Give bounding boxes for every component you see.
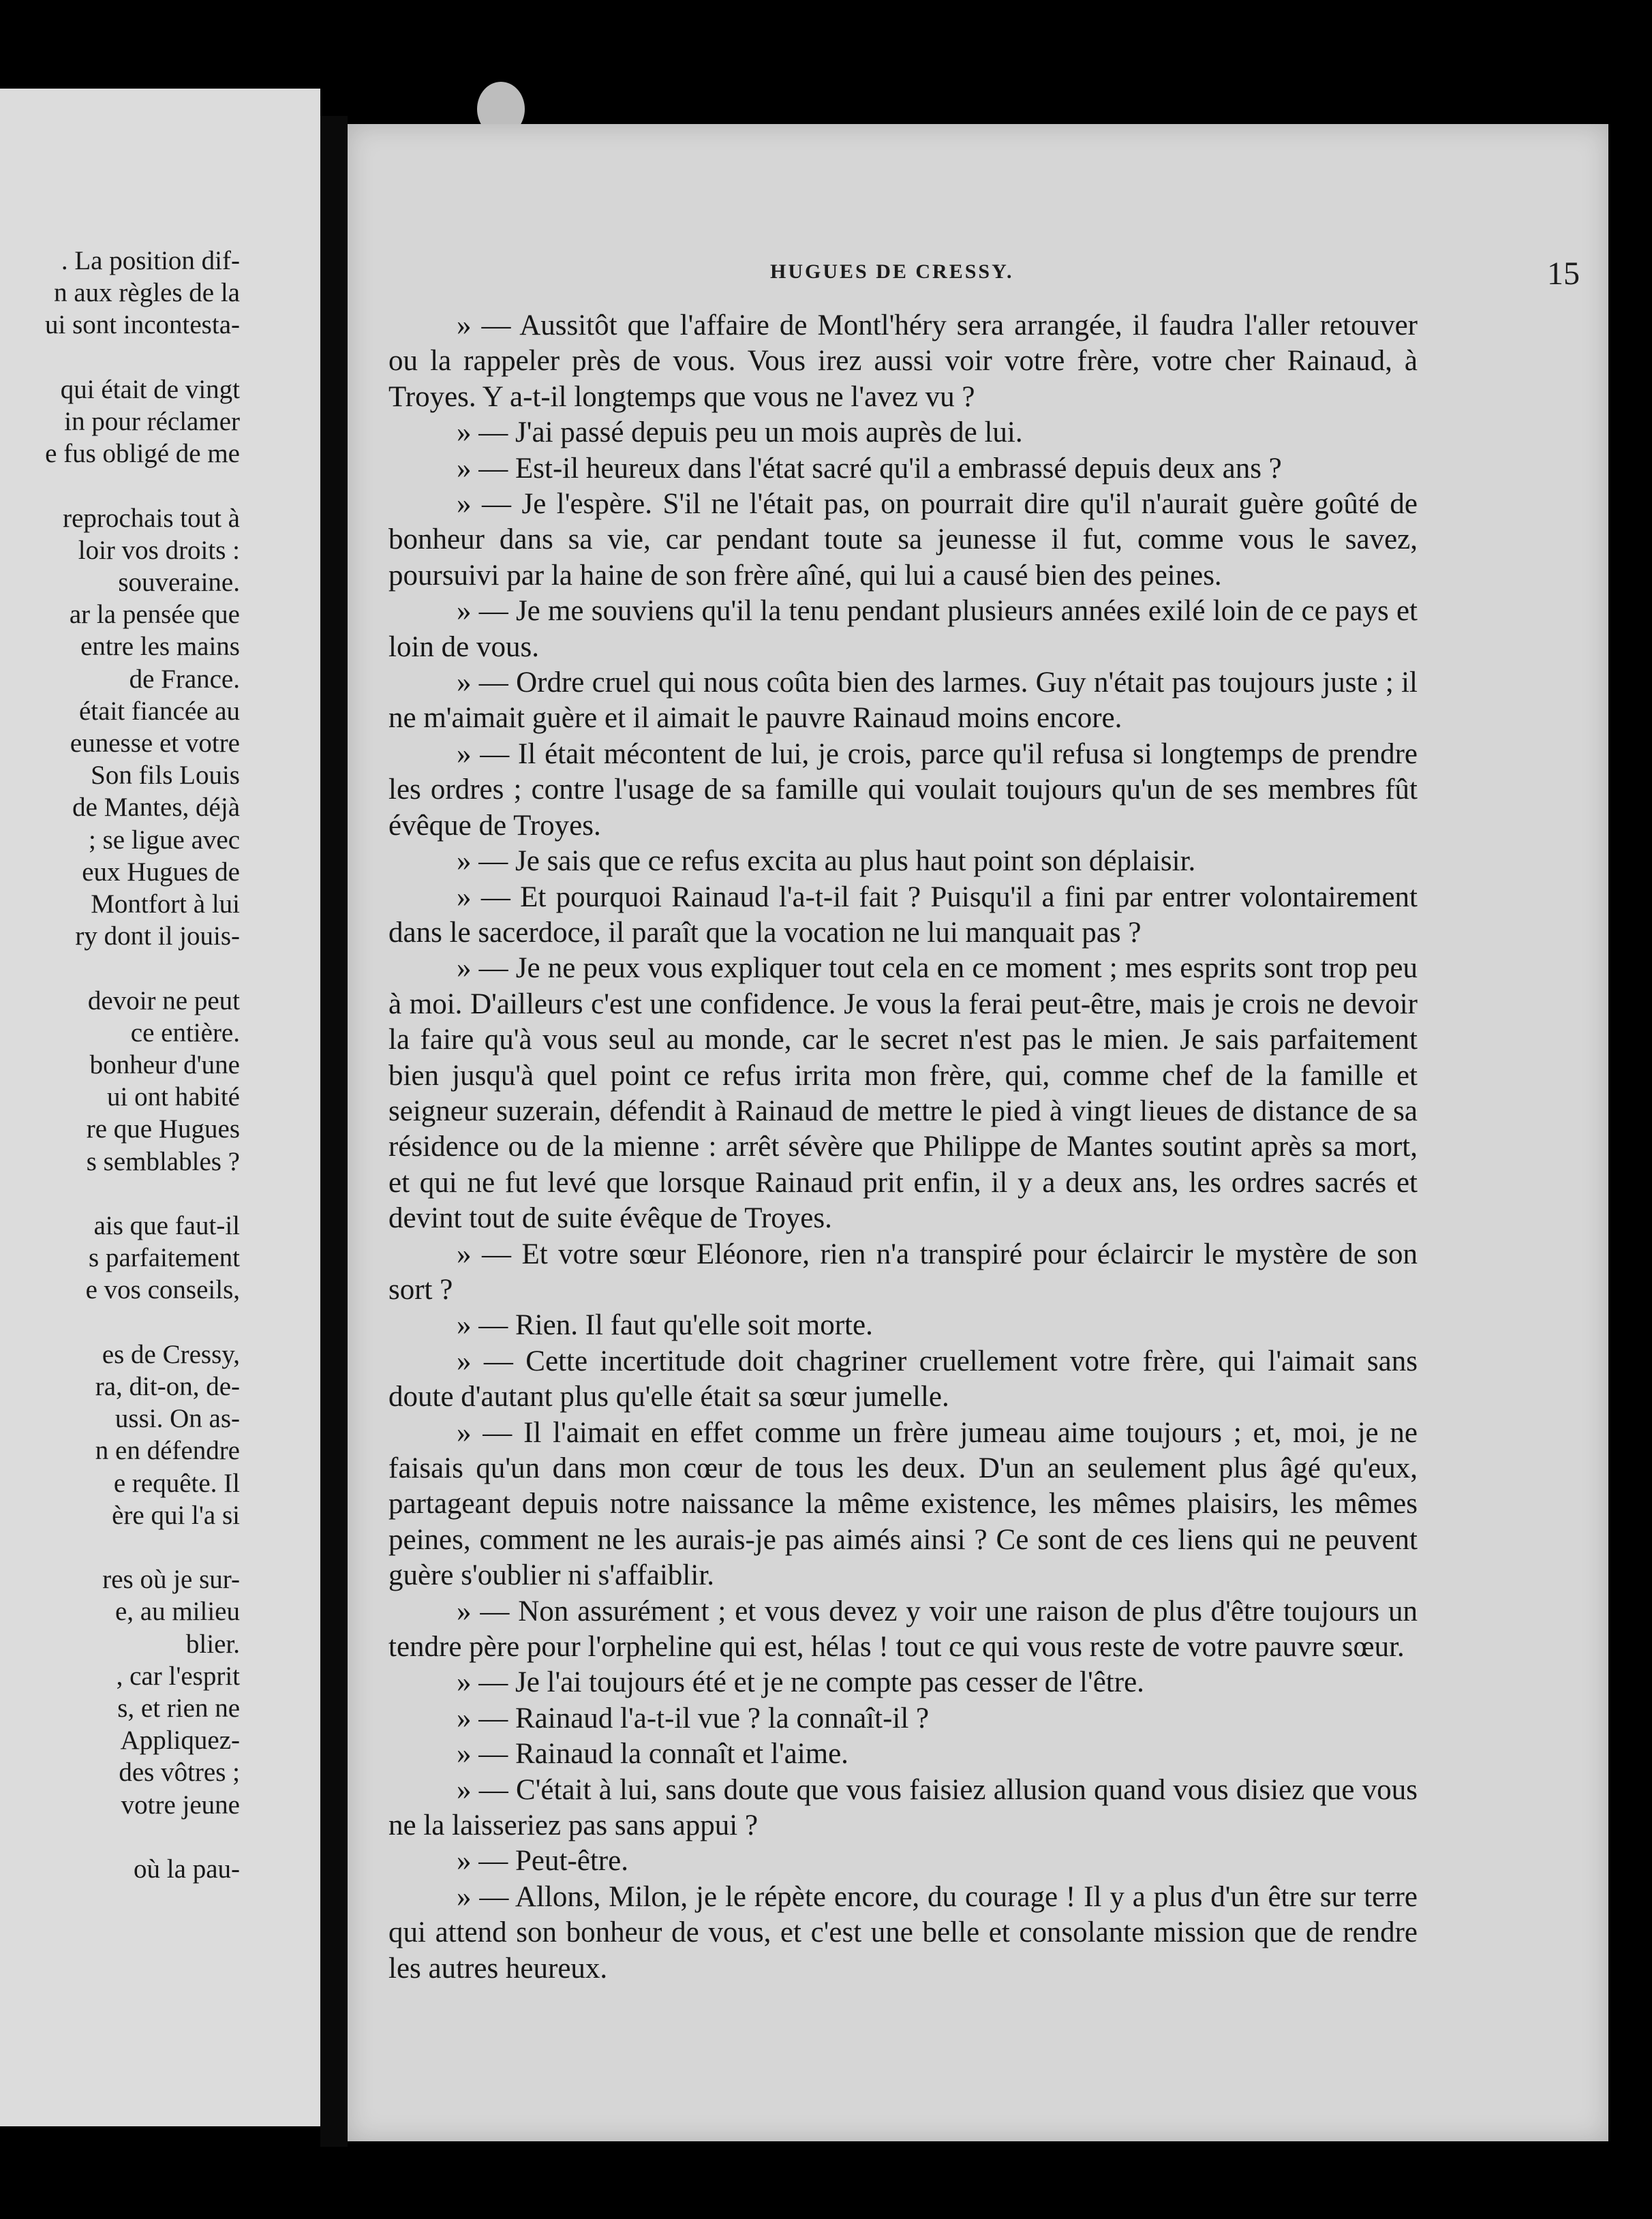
left-page-line: de France. (129, 664, 240, 694)
dialogue-paragraph: » — Je sais que ce refus excita au plus haut point son déplaisir. (457, 845, 1196, 878)
left-page-line: n aux règles de la (54, 278, 240, 308)
left-page-line: , car l'esprit (116, 1661, 240, 1691)
dialogue-paragraph: » — Et votre sœur Eléonore, rien n'a transpiré pour éclaircir le mystère de son sort ? (388, 1238, 1418, 1306)
left-page-line: souveraine. (118, 568, 240, 597)
dialogue-paragraph: » — J'ai passé depuis peu un mois auprès de lui. (457, 416, 1023, 449)
left-page-line: ra, dit-on, de- (95, 1372, 240, 1401)
right-page (348, 124, 1608, 2141)
left-page-line: n en défendre (95, 1436, 240, 1466)
left-page-line: e vos conseils, (85, 1275, 240, 1305)
left-page-line: entre les mains (80, 632, 240, 662)
page-header (348, 256, 1608, 301)
page-number: 15 (1547, 256, 1580, 292)
left-page-line: de Mantes, déjà (72, 793, 240, 823)
book-gutter (320, 116, 348, 2147)
left-page-line: ar la pensée que (69, 600, 240, 630)
left-page-line: ui ont habité (107, 1082, 240, 1112)
dialogue-paragraph: » — Rien. Il faut qu'elle soit morte. (457, 1309, 873, 1342)
dialogue-paragraph: » — Est-il heureux dans l'état sacré qu'il a embrassé depuis deux ans ? (457, 452, 1282, 485)
left-page-line: e, au milieu (114, 1597, 240, 1627)
dialogue-paragraph: » — Non assurément ; et vous devez y voir une raison de plus d'être toujours un tendre père pour l'orpheline qui est, hélas ! tout ce qui vous reste de votre pauvre sœur. (388, 1595, 1418, 1664)
left-page-line: es de Cressy, (102, 1339, 240, 1369)
dialogue-paragraph: » — Cette incertitude doit chagriner cruellement votre frère, qui l'aimait sans doute d'autant plus qu'elle était sa sœur jumelle. (388, 1345, 1418, 1413)
left-page-line: Son fils Louis (91, 761, 240, 791)
left-page-line: s, et rien ne (117, 1694, 240, 1723)
dialogue-paragraph: » — Je me souviens qu'il la tenu pendant plusieurs années exilé loin de ce pays et loin de vous. (388, 595, 1418, 663)
dialogue-paragraph: » — Rainaud l'a-t-il vue ? la connaît-il ? (457, 1702, 930, 1734)
dialogue-paragraph: » — Et pourquoi Rainaud l'a-t-il fait ? Puisqu'il a fini par entrer volontairement dans le sacerdoce, il paraît que la vocation ne lui manquait pas ? (388, 881, 1418, 949)
dialogue-paragraph: » — Je ne peux vous expliquer tout cela en ce moment ; mes esprits sont trop peu à moi. D'ailleurs c'est une confidence. Je vous la ferai peut-être, mais je crois ne devoir la faire qu'à vous seul au monde, car le secret n'est pas le mien. Je sais parfaitement bien jusqu'à quel point ce refus irrita mon frère, qui, comme chef de la famille et seigneur suzerain, défendit à Rainaud de mettre le pied à vingt lieues de distance de sa résidence ou de la mienne : arrêt sévère que Philippe de Mantes soutint après sa mort, et qui ne fut levé que lorsque Rainaud prit enfin, il y a deux ans, les ordres sacrés et devint tout de suite évêque de Troyes. (388, 952, 1418, 1235)
left-facing-page (0, 89, 320, 2126)
left-page-line: ère qui l'a si (112, 1500, 240, 1530)
left-page-line: . La position dif- (61, 246, 240, 275)
left-page-line: eux Hugues de (82, 857, 240, 887)
dialogue-paragraph: » — Il l'aimait en effet comme un frère jumeau aime toujours ; et, moi, je ne faisais qu'un dans mon cœur de tous les deux. D'un an seulement plus âgé qu'eux, partageant depuis notre naissance la même existence, les mêmes plaisirs, les mêmes peines, comment ne les aurais-je pas aimés ainsi ? Ce sont de ces liens qui ne peuvent guère s'oublier ni s'affaiblir. (388, 1416, 1418, 1592)
dialogue-paragraph: » — Je l'ai toujours été et je ne compte pas cesser de l'être. (457, 1666, 1144, 1699)
left-page-line: devoir ne peut (87, 985, 240, 1015)
left-page-line: s semblables ? (86, 1146, 240, 1176)
left-page-line: e fus obligé de me (45, 439, 240, 469)
left-page-line: eunesse et votre (70, 729, 240, 758)
dialogue-paragraph: » — C'était à lui, sans doute que vous faisiez allusion quand vous disiez que vous ne la laisseriez pas sans appui ? (388, 1773, 1418, 1842)
left-page-line: des vôtres ; (119, 1758, 240, 1788)
body-text (388, 308, 1418, 1987)
left-page-line: Montfort à lui (91, 889, 240, 919)
left-page-line: ussi. On as- (114, 1404, 240, 1434)
left-page-line: ; se ligue avec (89, 825, 240, 855)
left-page-line: reprochais tout à (63, 503, 240, 533)
left-page-line: votre jeune (121, 1790, 240, 1820)
left-page-line: où la pau- (134, 1854, 240, 1884)
left-page-line: ui sont incontesta- (45, 310, 240, 340)
left-page-line: ais que faut-il (93, 1211, 240, 1240)
left-page-line: e requête. Il (113, 1468, 240, 1498)
dialogue-paragraph: » — Il était mécontent de lui, je crois, parce qu'il refusa si longtemps de prendre les ordres ; contre l'usage de sa famille qui voulait toujours qu'un de ses membres fût évêque de Troyes. (388, 737, 1418, 842)
running-title: HUGUES DE CRESSY. (770, 260, 1014, 283)
dialogue-paragraph: » — Rainaud la connaît et l'aime. (457, 1738, 848, 1771)
left-page-line: loir vos droits : (78, 535, 240, 565)
dialogue-paragraph: » — Ordre cruel qui nous coûta bien des larmes. Guy n'était pas toujours juste ; il ne m'aimait guère et il aimait le pauvre Rainaud moins encore. (388, 667, 1418, 735)
dialogue-paragraph: » — Peut-être. (457, 1845, 628, 1878)
left-page-line: était fiancée au (79, 696, 240, 726)
left-page-line: res où je sur- (102, 1565, 240, 1595)
dialogue-paragraph: » — Aussitôt que l'affaire de Montl'héry sera arrangée, il faudra l'aller retouver ou la rappeler près de vous. Vous irez aussi voir votre frère, votre cher Rainaud, à Troyes. Y a-t-il longtemps que vous ne l'avez vu ? (388, 309, 1418, 413)
dialogue-paragraph: » — Je l'espère. S'il ne l'était pas, on pourrait dire qu'il n'aurait guère goûté de bonheur dans sa vie, car pendant toute sa jeunesse il fut, comme vous le savez, poursuivi par la haine de son frère aîné, qui lui a causé bien des peines. (388, 488, 1418, 592)
dialogue-paragraph: » — Allons, Milon, je le répète encore, du courage ! Il y a plus d'un être sur terre qui attend son bonheur de vous, et c'est une belle et consolante mission que de rendre les autres heureux. (388, 1880, 1418, 1985)
left-page-line: blier. (185, 1629, 240, 1659)
left-page-line: in pour réclamer (64, 407, 240, 436)
left-page-line: s parfaitement (89, 1243, 240, 1273)
left-page-line: qui était de vingt (60, 374, 240, 404)
left-page-line: bonheur d'une (89, 1050, 240, 1080)
left-page-line: Appliquez- (120, 1726, 240, 1756)
left-page-line: ry dont il jouis- (75, 921, 240, 951)
left-page-line: re que Hugues (86, 1114, 240, 1144)
left-page-line: ce entière. (130, 1017, 240, 1047)
